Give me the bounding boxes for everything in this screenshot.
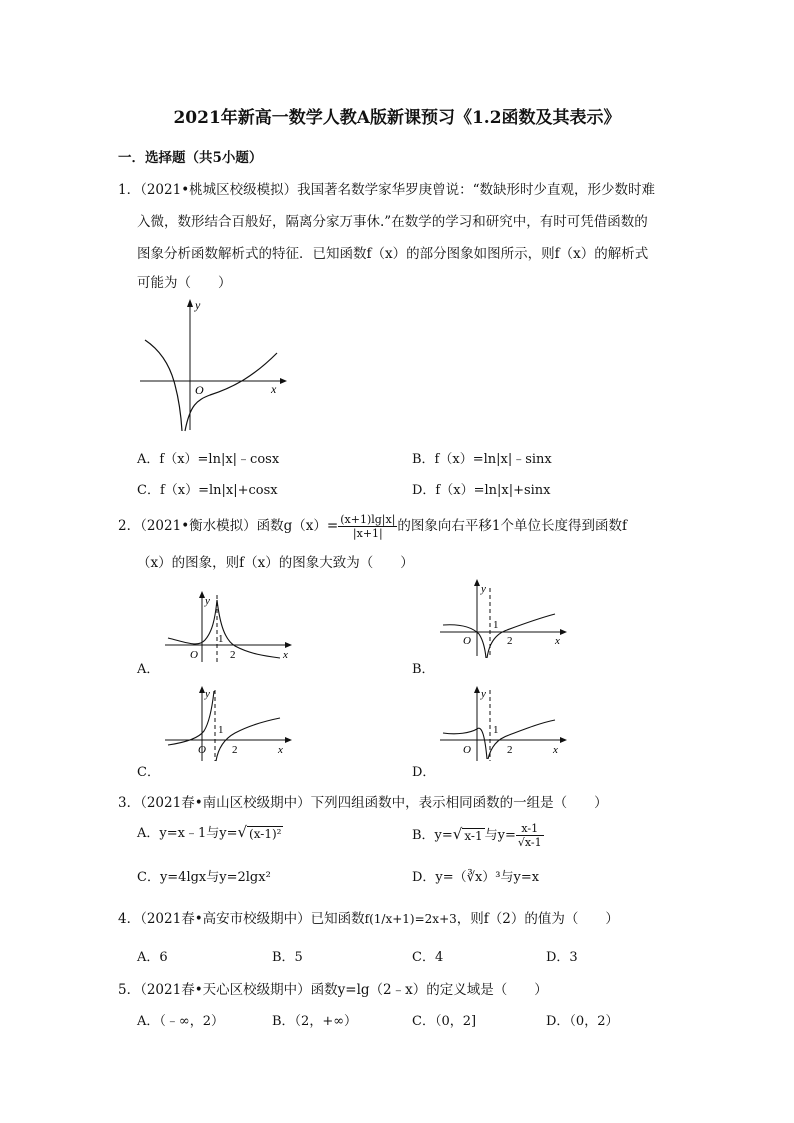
svg-text:x: x: [555, 635, 560, 647]
svg-text:y: y: [481, 688, 486, 700]
q3-option-a-radicand: (x-1)²: [249, 827, 282, 841]
q1-option-a[interactable]: A．f（x）=ln|x|﹣cosx: [137, 452, 280, 467]
q1-line3: 图象分析函数解析式的特征．已知函数f（x）的部分图象如图所示，则f（x）的解析式: [137, 246, 649, 262]
q3-option-b-fraction: [516, 822, 544, 849]
q2-graph-d: [435, 685, 570, 763]
svg-text:2: 2: [507, 744, 513, 756]
q5-option-c[interactable]: C．（0，2]: [412, 1014, 477, 1029]
q4-option-b[interactable]: B．5: [272, 950, 303, 965]
svg-text:1: 1: [218, 724, 224, 736]
q2-option-a[interactable]: A．: [137, 662, 160, 677]
q4-suffix: ，则f（2）的值为（ ）: [456, 911, 619, 927]
section-heading: 一．选择题（共5小题）: [118, 150, 263, 166]
q3-option-a[interactable]: [137, 822, 283, 841]
x-arrow-icon: [285, 642, 292, 648]
q2-graph-b: [435, 578, 570, 658]
q5-line: 5．（2021春•天心区校级期中）函数y=lg（2﹣x）的定义域是（ ）: [118, 982, 548, 998]
q2-fraction: [338, 513, 397, 540]
svg-text:O: O: [463, 635, 471, 647]
q1-option-c[interactable]: C．f（x）=ln|x|+cosx: [137, 483, 278, 498]
q2-suffix: 的图象向右平移1个单位长度得到函数f: [397, 518, 628, 534]
q2-graph-c: [160, 685, 295, 763]
svg-text:1: 1: [493, 724, 499, 736]
sqrt-icon: √: [237, 823, 248, 841]
y-arrow-icon: [474, 579, 480, 586]
q2-line2: （x）的图象，则f（x）的图象大致为（ ）: [137, 555, 414, 571]
q1-line1: 1．（2021•桃城区校级模拟）我国著名数学家华罗庚曾说：“数缺形时少直观，形少数时难: [118, 182, 656, 198]
curve-left: [145, 340, 182, 431]
svg-text:2: 2: [232, 744, 238, 756]
x-arrow-icon: [280, 378, 287, 384]
page-title: 2021年新高一数学人教A版新课预习《1.2函数及其表示》: [173, 108, 621, 128]
q2-prefix: 2．（2021•衡水模拟）函数g（x）=: [118, 518, 339, 534]
svg-text:O: O: [198, 744, 206, 756]
q3-line: 3．（2021春•南山区校级期中）下列四组函数中，表示相同函数的一组是（ ）: [118, 795, 608, 811]
svg-text:O: O: [463, 744, 471, 756]
q1-line2: 入微，数形结合百般好，隔离分家万事休.”在数学的学习和研究中，有时可凭借函数的: [137, 214, 648, 230]
q2-option-c[interactable]: C．: [137, 765, 160, 780]
q1-option-d[interactable]: D．f（x）=ln|x|+sinx: [412, 483, 551, 498]
y-arrow-icon: [187, 299, 193, 307]
q1-option-b[interactable]: B．f（x）=ln|x|﹣sinx: [412, 452, 552, 467]
q1-graph: [135, 295, 295, 435]
y-arrow-icon: [474, 686, 480, 693]
x-arrow-icon: [560, 629, 567, 635]
svg-text:O: O: [190, 649, 198, 661]
svg-text:1: 1: [493, 619, 499, 631]
q2-option-d[interactable]: D．: [412, 765, 436, 780]
q3-option-b[interactable]: [412, 822, 544, 849]
q3-option-d[interactable]: D．y=（∛x）³与y=x: [412, 870, 540, 885]
svg-text:2: 2: [507, 635, 513, 647]
svg-text:y: y: [205, 595, 210, 607]
q2-fraction-den: |x+1|: [352, 527, 383, 540]
q5-option-a[interactable]: A．（﹣∞，2）: [137, 1014, 224, 1029]
q2-option-b[interactable]: B．: [412, 662, 435, 677]
svg-text:y: y: [205, 688, 210, 700]
svg-text:2: 2: [230, 649, 236, 661]
q2-fraction-num: (x+1)lg|x|: [340, 513, 396, 526]
q4-line: [118, 907, 619, 927]
q4-prefix: 4．（2021春•高安市校级期中）已知函数: [118, 911, 365, 927]
q1-line4: 可能为（ ）: [137, 275, 232, 291]
q3-option-b-text: B．y=: [412, 828, 453, 843]
q4-option-a[interactable]: A．6: [137, 950, 168, 965]
q3-option-b-den: √x-1: [517, 836, 542, 849]
q4-option-d[interactable]: D．3: [546, 950, 578, 965]
origin-label: O: [195, 383, 204, 397]
x-arrow-icon: [285, 737, 292, 743]
svg-text:x: x: [283, 649, 288, 661]
sqrt-icon: √: [452, 825, 463, 843]
y-axis-label: y: [195, 298, 201, 312]
q4-option-c[interactable]: C．4: [412, 950, 444, 965]
q2-graph-a: [160, 590, 295, 665]
x-arrow-icon: [560, 737, 567, 743]
q5-option-d[interactable]: D．（0，2）: [546, 1014, 619, 1029]
svg-text:1: 1: [218, 633, 224, 645]
q5-option-b[interactable]: B．（2，+∞）: [272, 1014, 358, 1029]
q3-option-a-text: A．y=x﹣1与y=: [137, 826, 238, 841]
svg-text:x: x: [553, 744, 558, 756]
q2-line1: [118, 513, 627, 540]
q3-option-b-num: x-1: [516, 822, 544, 836]
q4-expression: f(1/x+1)=2x+3: [364, 912, 457, 926]
x-axis-label: x: [271, 382, 277, 396]
svg-text:y: y: [481, 583, 486, 595]
q3-option-b-mid: 与y=: [484, 828, 516, 843]
q3-option-b-radicand: x-1: [464, 829, 483, 843]
svg-text:x: x: [278, 744, 283, 756]
q3-option-c[interactable]: C．y=4lgx与y=2lgx²: [137, 870, 271, 885]
